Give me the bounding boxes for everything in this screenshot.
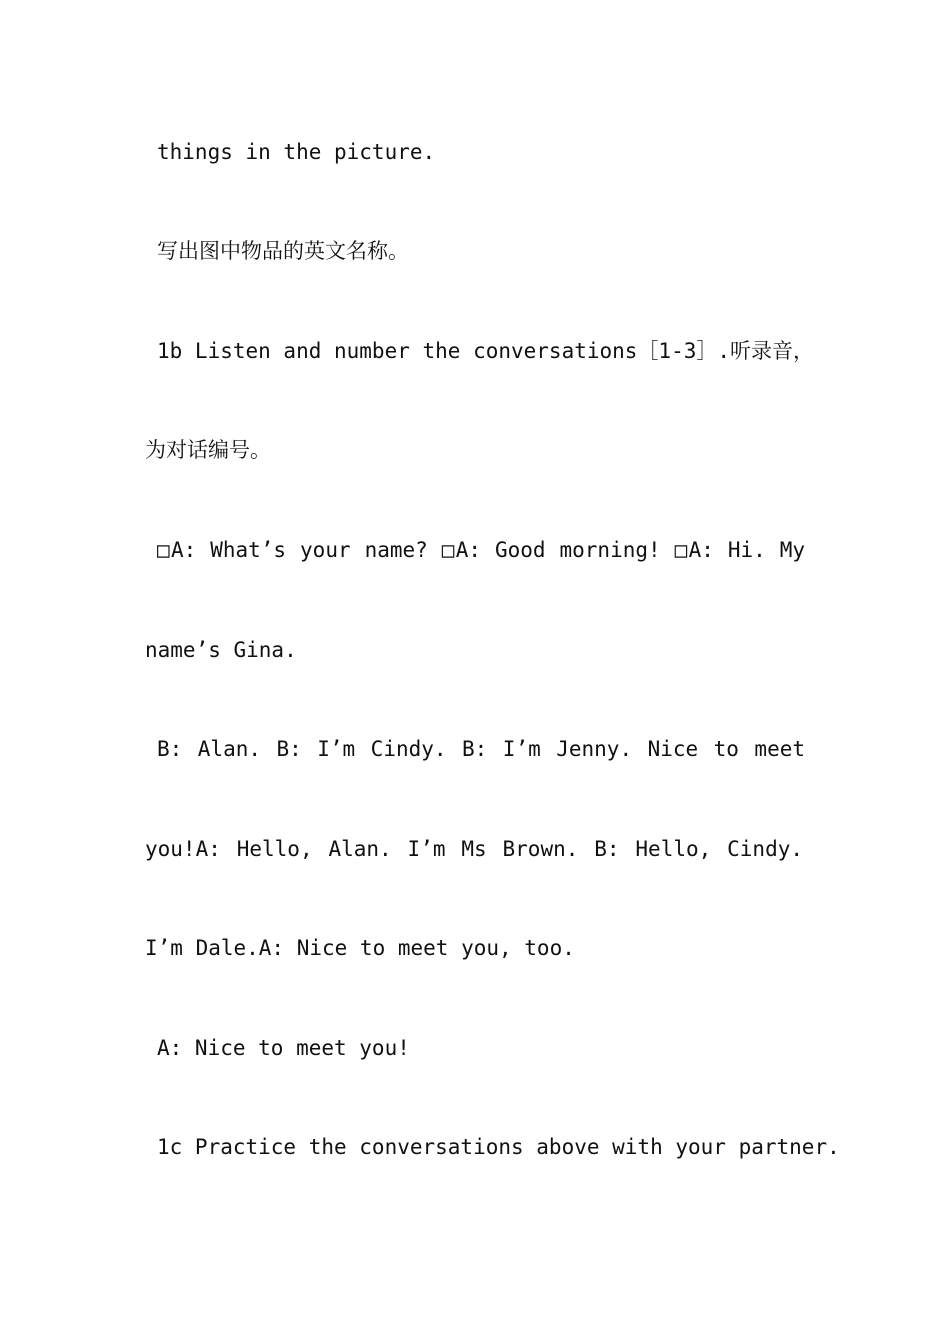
text-line-9: I’m Dale.A: Nice to meet you, too. xyxy=(145,936,575,960)
text-line-2: 写出图中物品的英文名称。 xyxy=(157,239,409,263)
text-line-5: □A: What’s your name? □A: Good morning! □A: Hi. My xyxy=(157,538,805,562)
text-line-6: name’s Gina. xyxy=(145,638,297,662)
text-line-10: A: Nice to meet you! xyxy=(157,1036,410,1060)
text-line-3: 1b Listen and number the conversations［1-3］.听录音， xyxy=(157,339,815,363)
text-line-8: you!A: Hello, Alan. I’m Ms Brown. B: Hello, Cindy. xyxy=(145,837,803,861)
text-line-1: things in the picture. xyxy=(157,140,436,164)
text-line-4: 为对话编号。 xyxy=(145,438,271,462)
text-line-7: B: Alan. B: I’m Cindy. B: I’m Jenny. Nice to meet xyxy=(157,737,805,761)
text-line-11: 1c Practice the conversations above with your partner. xyxy=(157,1135,840,1159)
